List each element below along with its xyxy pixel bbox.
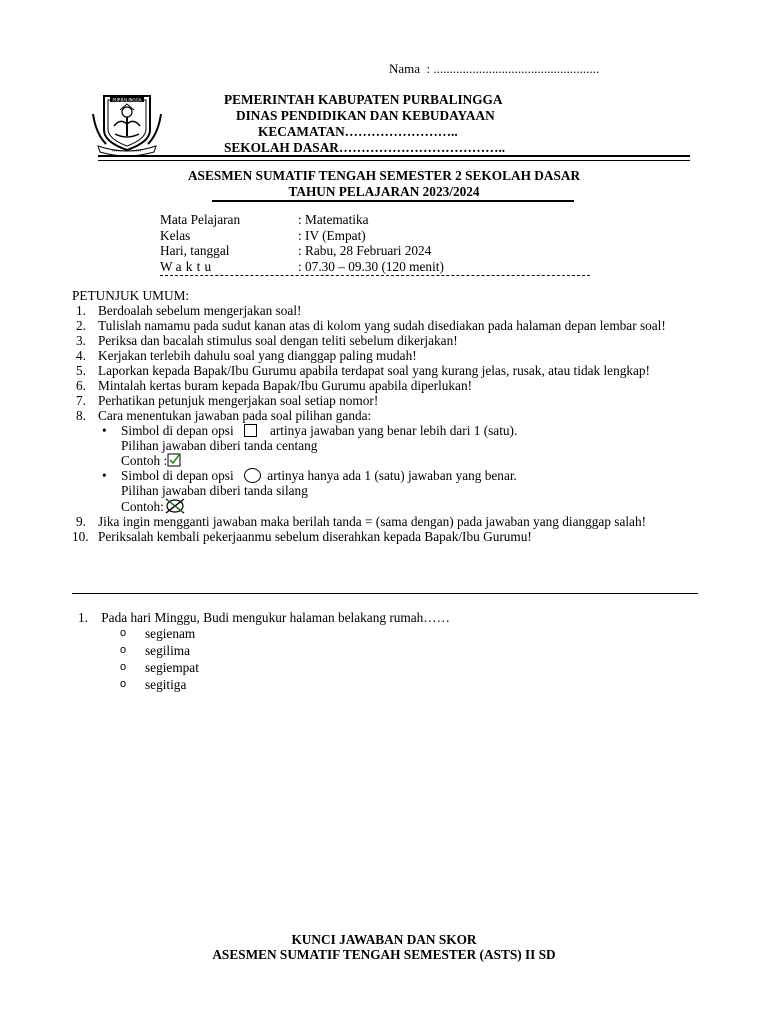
item-number: 3. (76, 333, 86, 348)
item-text: Mintalah kertas buram kepada Bapak/Ibu Gurumu apabila diperlukan! (98, 378, 473, 393)
item-number: 2. (76, 318, 86, 333)
item-text: Cara menentukan jawaban pada soal pilihan ganda: (98, 408, 372, 423)
bullet-subline: Pilihan jawaban diberi tanda silang (121, 483, 308, 498)
instructions-list (72, 303, 698, 544)
exam-title-line-1: ASESMEN SUMATIF TENGAH SEMESTER 2 SEKOLAH DASAR (187, 168, 581, 183)
nama-label: Nama (389, 61, 421, 76)
question-number: 1. (78, 610, 88, 625)
answer-key-line-2: ASESMEN SUMATIF TENGAH SEMESTER (ASTS) II SD (212, 947, 556, 962)
radio-example (72, 498, 698, 514)
bullet-text-post: artinya jawaban yang benar lebih dari 1 (satu). (269, 423, 518, 438)
item-text: Kerjakan terlebih dahulu soal yang dianggap paling mudah! (98, 348, 417, 363)
exam-info (160, 212, 444, 274)
bullet-text-pre: Simbol di depan opsi (121, 423, 234, 438)
dashed-separator (160, 275, 590, 277)
answer-option[interactable] (120, 659, 199, 676)
radio-symbol-bullet (72, 468, 698, 483)
option-bullet: o (120, 661, 127, 673)
info-row (160, 259, 444, 275)
answer-key-line-1: KUNCI JAWABAN DAN SKOR (291, 932, 477, 947)
question-1-options (120, 625, 199, 693)
instruction-item (72, 318, 698, 333)
bullet-text-post: artinya hanya ada 1 (satu) jawaban yang benar. (267, 468, 517, 483)
answer-option[interactable] (120, 642, 199, 659)
header-rule-thick (98, 155, 690, 157)
answer-key-title (0, 932, 768, 962)
instruction-item (72, 514, 698, 529)
checkbox-example (72, 453, 698, 468)
item-text: Jika ingin mengganti jawaban maka berilah tanda = (sama dengan) pada jawaban yang dianggap salah! (98, 514, 647, 529)
checked-box-icon (167, 453, 182, 467)
option-text: segiempat (145, 660, 199, 675)
item-number: 7. (76, 393, 86, 408)
institution-header (224, 92, 505, 156)
regency-emblem-icon (90, 90, 164, 156)
instruction-item (72, 363, 698, 378)
info-label: Mata Pelajaran (160, 212, 241, 227)
item-number: 4. (76, 348, 86, 363)
info-label: Hari, tanggal (160, 243, 230, 259)
instructions-heading: PETUNJUK UMUM: (72, 288, 190, 303)
option-text: segitiga (145, 677, 187, 692)
item-number: 6. (76, 378, 86, 393)
nama-value: : ................................................... (426, 61, 600, 76)
item-text: Tulislah namamu pada sudut kanan atas di kolom yang sudah disediakan pada halaman depan lembar soal! (98, 318, 666, 333)
question-1 (78, 610, 450, 626)
square-checkbox-icon (244, 424, 257, 437)
item-number: 10. (72, 529, 89, 544)
header-line-1: PEMERINTAH KABUPATEN PURBALINGGA (224, 92, 503, 107)
info-label: Waktu (160, 258, 216, 274)
instruction-item (72, 348, 698, 363)
option-text: segienam (145, 626, 196, 641)
info-value: : 07.30 – 09.30 (120 menit) (298, 258, 444, 274)
option-bullet: o (120, 678, 127, 690)
item-text: Berdoalah sebelum mengerjakan soal! (98, 303, 302, 318)
item-number: 1. (76, 303, 86, 318)
exam-title (0, 168, 768, 200)
header-line-2: DINAS PENDIDIKAN DAN KEBUDAYAAN (236, 108, 495, 123)
option-bullet: o (120, 644, 127, 656)
title-underline (212, 200, 574, 202)
bullet-text-pre: Simbol di depan opsi (121, 468, 234, 483)
emblem-top-text: PURBALINGGA (112, 97, 142, 103)
question-text: Pada hari Minggu, Budi mengukur halaman belakang rumah…… (101, 610, 450, 625)
header-rule-thin (98, 160, 690, 161)
answer-option[interactable] (120, 625, 199, 642)
instructions-end-rule (72, 593, 698, 594)
bullet-subline: Pilihan jawaban diberi tanda centang (121, 438, 318, 453)
crossed-circle-icon (164, 498, 186, 514)
example-label: Contoh : (121, 453, 168, 468)
info-value: : Matematika (298, 212, 369, 227)
bullet-dot: • (102, 423, 107, 438)
item-number: 8. (76, 408, 86, 423)
item-number: 5. (76, 363, 86, 378)
instruction-item (72, 303, 698, 318)
option-text: segilima (145, 643, 191, 658)
header-line-3: KECAMATAN…………………….. (258, 124, 458, 139)
instruction-item (72, 333, 698, 348)
info-row (160, 243, 444, 259)
info-value: : Rabu, 28 Februari 2024 (298, 243, 432, 259)
item-number: 9. (76, 514, 86, 529)
exam-title-line-2: TAHUN PELAJARAN 2023/2024 (288, 184, 480, 199)
item-text: Perhatikan petunjuk mengerjakan soal setiap nomor! (98, 393, 379, 408)
bullet-dot: • (102, 468, 107, 483)
circle-option-icon (244, 468, 261, 483)
answer-option[interactable] (120, 676, 199, 693)
header-line-4: SEKOLAH DASAR……………………………….. (224, 140, 506, 155)
item-text: Periksalah kembali pekerjaanmu sebelum diserahkan kepada Bapak/Ibu Gurumu! (98, 529, 532, 544)
info-label: Kelas (160, 227, 191, 243)
instruction-item (72, 529, 698, 544)
info-row (160, 212, 444, 228)
info-row (160, 228, 444, 244)
example-label: Contoh: (121, 499, 164, 514)
instruction-item (72, 378, 698, 393)
item-text: Periksa dan bacalah stimulus soal dengan teliti sebelum dikerjakan! (98, 333, 458, 348)
nama-field (389, 61, 599, 77)
option-bullet: o (120, 627, 127, 639)
instruction-item (72, 408, 698, 423)
info-value: : IV (Empat) (298, 227, 366, 243)
instruction-item (72, 393, 698, 408)
checkbox-symbol-bullet (72, 423, 698, 438)
item-text: Laporkan kepada Bapak/Ibu Gurumu apabila terdapat soal yang kurang jelas, rusak, atau tidak lengkap! (98, 363, 650, 378)
